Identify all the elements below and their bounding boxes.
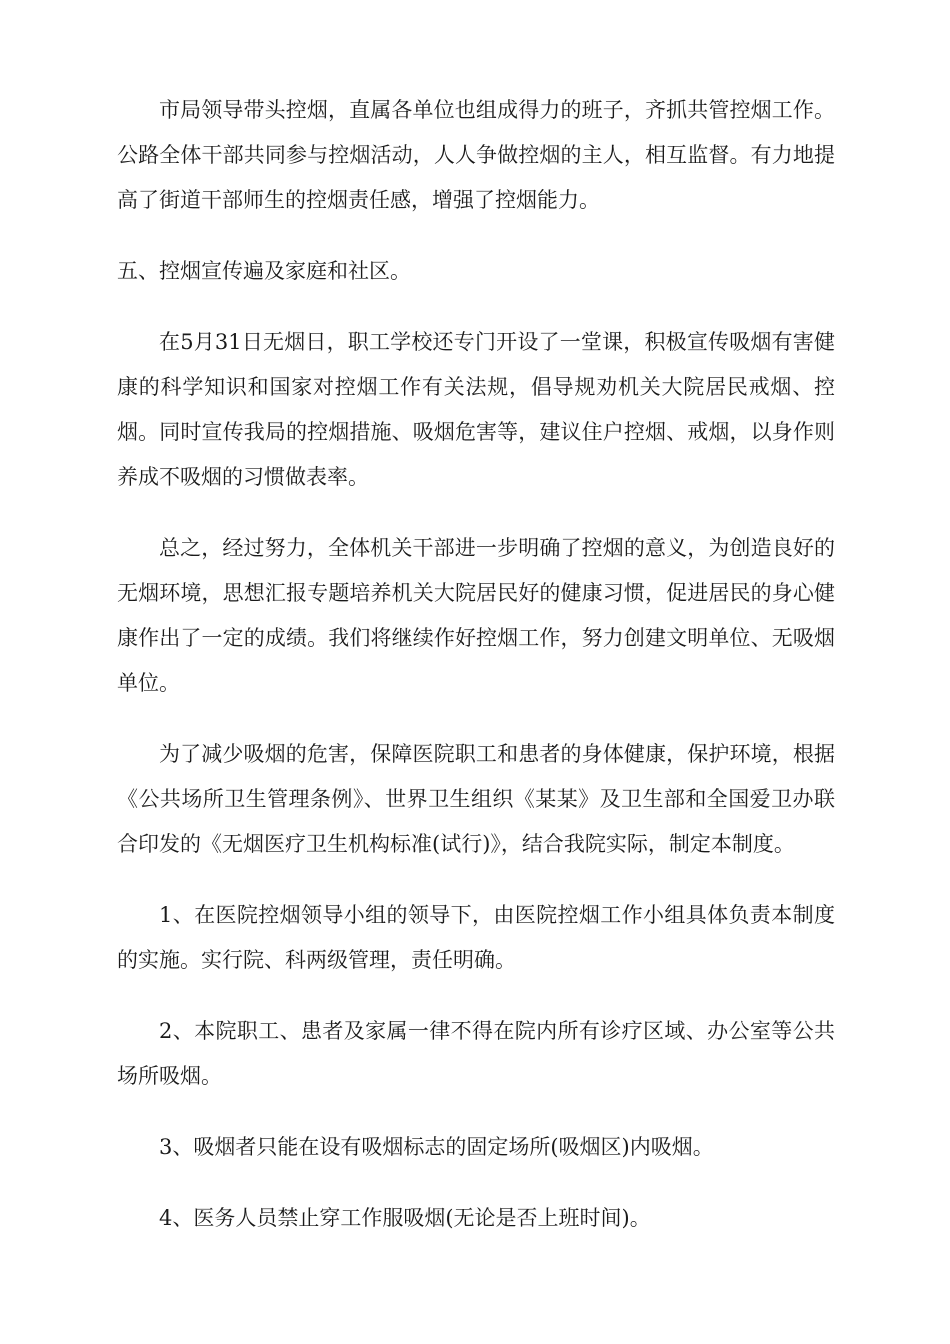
paragraph-control-team: 市局领导带头控烟，直属各单位也组成得力的班子，齐抓共管控烟工作。公路全体干部共同参与控烟活动，人人争做控烟的主人，相互监督。有力地提高了街道干部师生的控烟责任感，增强了控烟能力。 xyxy=(117,98,835,212)
rule-item-3: 3、吸烟者只能在设有吸烟标志的固定场所(吸烟区)内吸烟。 xyxy=(159,1135,714,1159)
paragraph-no-smoking-day: 在5月31日无烟日，职工学校还专门开设了一堂课，积极宣传吸烟有害健康的科学知识和国家对控烟工作有关法规，倡导规劝机关大院居民戒烟、控烟。同时宣传我局的控烟措施、吸烟危害等，建议住户控烟、戒烟，以身作则养成不吸烟的习惯做表率。 xyxy=(117,330,835,489)
rule-item-1: 1、在医院控烟领导小组的领导下，由医院控烟工作小组具体负责本制度的实施。实行院、科两级管理，责任明确。 xyxy=(117,903,835,972)
document-body xyxy=(117,88,835,1267)
paragraph-summary: 总之，经过努力，全体机关干部进一步明确了控烟的意义，为创造良好的无烟环境，思想汇报专题培养机关大院居民好的健康习惯，促进居民的身心健康作出了一定的成绩。我们将继续作好控烟工作，努力创建文明单位、无吸烟单位。 xyxy=(117,536,835,695)
section-heading-publicity: 五、控烟宣传遍及家庭和社区。 xyxy=(117,259,411,283)
rule-item-4: 4、医务人员禁止穿工作服吸烟(无论是否上班时间)。 xyxy=(159,1206,651,1230)
rule-item-2: 2、本院职工、患者及家属一律不得在院内所有诊疗区域、办公室等公共场所吸烟。 xyxy=(117,1019,835,1088)
paragraph-regulation-intro: 为了减少吸烟的危害，保障医院职工和患者的身体健康，保护环境，根据《公共场所卫生管理条例》、世界卫生组织《某某》及卫生部和全国爱卫办联合印发的《无烟医疗卫生机构标准(试行)》，结合我院实际，制定本制度。 xyxy=(117,742,835,856)
